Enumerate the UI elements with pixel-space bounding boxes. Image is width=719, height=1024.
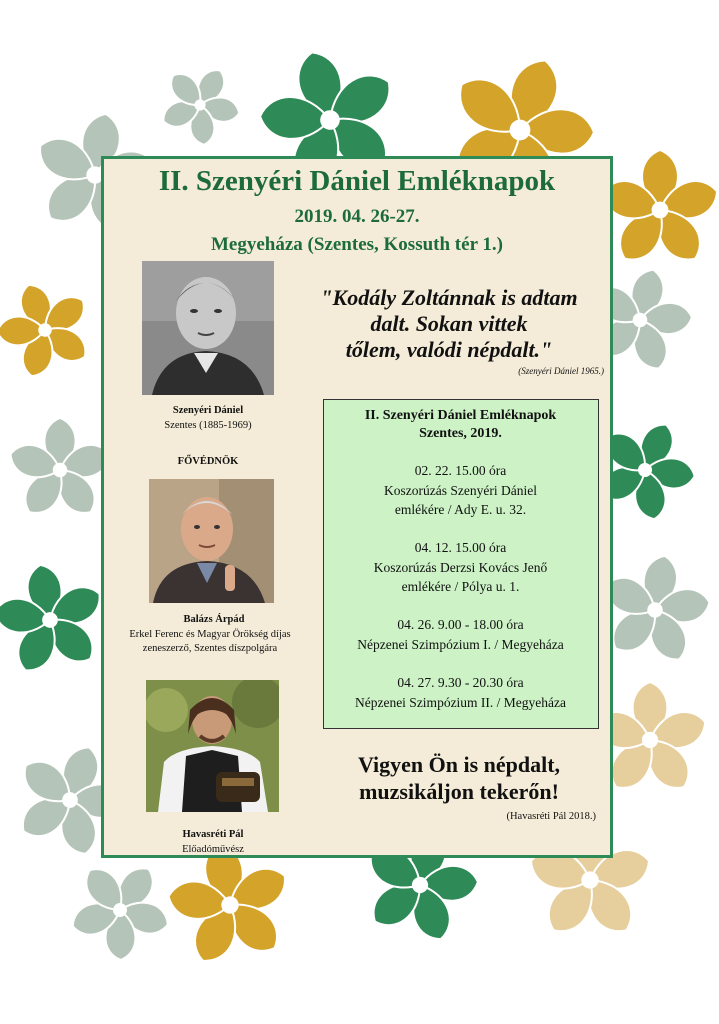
slogan <box>314 751 604 805</box>
flower-icon <box>6 418 115 521</box>
slogan-source: (Havasréti Pál 2018.) <box>506 811 596 822</box>
schedule-title-line-2: Szentes, 2019. <box>419 426 502 441</box>
caption-subtitle-3: Előadóművész <box>182 844 244 855</box>
flower-icon <box>0 268 108 392</box>
caption-subtitle-2b: zeneszerző, Szentes díszpolgára <box>142 643 278 654</box>
poster-title: II. Szenyéri Dániel Emléknapok <box>158 165 556 197</box>
event-2-line-3: emlékére / Pólya u. 1. <box>401 579 520 594</box>
schedule-event <box>324 461 597 520</box>
caption-name-3: Havasréti Pál <box>182 829 244 840</box>
event-4-line-2: Népzenei Szimpózium II. / Megyeháza <box>354 694 567 710</box>
event-1-line-2: Koszorúzás Szenyéri Dániel <box>384 482 537 498</box>
event-1-line-3: emlékére / Ady E. u. 32. <box>394 502 527 517</box>
event-1-line-1: 02. 22. 15.00 óra <box>414 463 507 478</box>
event-2-line-1: 04. 12. 15.00 óra <box>414 540 507 555</box>
flower-icon <box>0 555 117 685</box>
event-3-line-1: 04. 26. 9.00 - 18.00 óra <box>397 617 524 632</box>
flower-icon <box>144 49 256 160</box>
portrait-havasreti-pal <box>146 680 279 812</box>
kodaly-quote <box>294 285 604 363</box>
flower-icon <box>49 839 191 980</box>
schedule-title <box>324 407 597 443</box>
schedule-box <box>323 399 599 729</box>
schedule-event <box>324 538 597 597</box>
event-3-line-2: Népzenei Szimpózium I. / Megyeháza <box>357 636 564 652</box>
caption-name-2: Balázs Árpád <box>183 614 245 625</box>
quote-source: (Szenyéri Dániel 1965.) <box>518 366 604 376</box>
schedule-title-line-1: II. Szenyéri Dániel Emléknapok <box>364 408 557 423</box>
caption-subtitle-1: Szentes (1885-1969) <box>164 420 252 431</box>
quote-line-2: dalt. Sokan vittek <box>370 311 528 336</box>
event-dates: 2019. 04. 26-27. <box>294 206 420 227</box>
event-venue: Megyeháza (Szentes, Kossuth tér 1.) <box>211 234 503 255</box>
schedule-event <box>324 673 597 712</box>
slogan-line-2: muzsikáljon tekerőn! <box>359 779 559 804</box>
poster-panel <box>101 156 613 858</box>
caption-subtitle-2a: Erkel Ferenc és Magyar Örökség díjas <box>129 629 291 640</box>
patron-heading: FŐVÉDNÖK <box>177 456 239 467</box>
event-4-line-1: 04. 27. 9.30 - 20.30 óra <box>397 675 524 690</box>
quote-line-1: "Kodály Zoltánnak is adtam <box>320 285 578 310</box>
quote-line-3: tőlem, valódi népdalt." <box>345 337 553 362</box>
portrait-balazs-arpad <box>149 479 274 603</box>
flower-icon <box>597 150 719 269</box>
portrait-szenyeri-daniel <box>142 261 274 395</box>
caption-name-1: Szenyéri Dániel <box>172 405 244 416</box>
slogan-line-1: Vigyen Ön is népdalt, <box>357 752 561 777</box>
event-2-line-2: Koszorúzás Derzsi Kovács Jenő <box>373 559 548 575</box>
schedule-event <box>324 615 597 654</box>
